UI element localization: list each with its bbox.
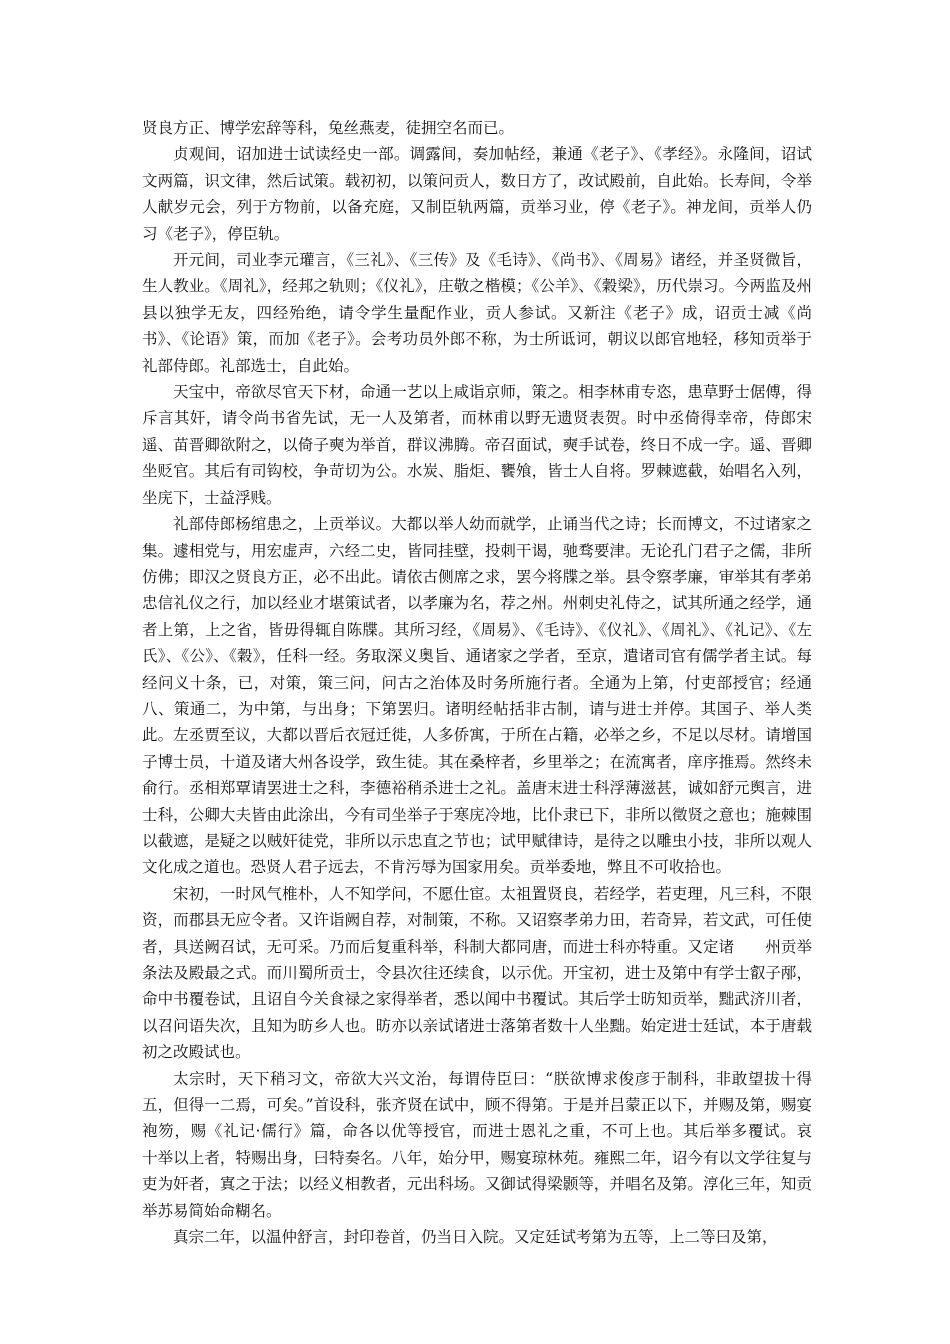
paragraph-3: 开元间，司业李元瓘言，《三礼》、《三传》及《毛诗》、《尚书》、《周易》诸经，并圣贤微旨，生人教业。《周礼》，经邦之轨则；《仪礼》，庄敬之楷模；《公羊》、《穀梁》，历代崇习。今两监及州县以独学无友，四经殆绝，请令学生量配作业，贡人参试。又新注《老子》成，诏贡士减《尚书》、《论语》策，而加《老子》。会考功员外郎不称，为士所诋诃，朝议以郎官地轻，移知贡举于礼部侍郎。礼部选士，自此始。 bbox=[142, 251, 812, 375]
paragraph-5: 礼部侍郎杨绾患之，上贡举议。大都以举人幼而就学，止诵当代之诗；长而博文，不过诸家之集。遽相党与，用宏虚声，六经二史，皆同挂壁，投刺干谒，驰骛要津。无论孔门君子之儒，非所仿佛；即汉之贤良方正，必不出此。请依古侧席之求，罢今将牒之举。县令察孝廉，审举其有孝弟忠信礼仪之行，加以经业才堪策试者，以孝廉为名，荐之州。州刺史礼侍之，试其所通之经学，通者上第，上之省，皆毋得辄自陈牒。其所习经，《周易》、《毛诗》、《仪礼》、《周礼》、《礼记》、《左氏》、《公》、《穀》，任科一经。务取深义奥旨、通诸家之学者，至京，遣诸司官有儒学者主试。每经问义十条，已，对策，策三问，问古之治体及时务所施行者。全通为上第，付吏部授官；经通八、策通二，为中第，与出身；下第罢归。诸明经帖括非古制，请与进士并停。其国子、举人类此。左丞贾至议，大都以晋后衣冠迁徙，人多侨寓，于所在占籍，必举之乡，不足以尽材。请增国子博士员，十道及诸大州各设学，致生徒。其在桑梓者，乡里举之；在流寓者，庠序推焉。然终未俞行。丞相郑覃请罢进士之科，李德裕稍杀进士之礼。盖唐末进士科浮薄滋甚，诚如舒元舆言，进士科，公卿大夫皆由此涂出，今有司坐举子于寒庑冷地，比仆隶已下，非所以徵贤之意也；施棘围以截遮，是疑之以贼奸徒党，非所以示忠直之节也；试甲赋律诗，是待之以雕虫小技，非所以观人文化成之道也。恐贤人君子远去，不肯污辱为国家用矣。贡举委地，弊且不可收拾也。 bbox=[142, 515, 812, 877]
document-page bbox=[142, 115, 844, 1250]
paragraph-8: 真宗二年，以温仲舒言，封印卷首，仍当日入院。又定廷试考第为五等，上二等曰及第， bbox=[173, 1228, 778, 1247]
paragraph-7: 太宗时，天下稍习文，帝欲大兴文治，每谓侍臣曰：“朕欲博求俊彦于制科，非敢望拔十得五，但得一二焉，可矣。”首设科，张齐贤在试中，顾不得第。于是并吕蒙正以下，并赐及第，赐宴袍笏，赐《礼记·儒行》篇，命各以优等授官，而进士恩礼之重，不可上也。其后举多覆试。哀 十举以上者，特赐出身，曰特奏名。八年，始分甲，赐宴琼林苑。雍熙二年，诏今有以文学往复与吏为奸者，寘之于法；以经义相教者，元出科场。又御试得梁颢等，并唱名及第。淳化三年，知贡举苏易简始命糊名。 bbox=[142, 1069, 844, 1220]
paragraph-2: 贞观间，诏加进士试读经史一部。调露间，奏加帖经，兼通《老子》、《孝经》。永隆间，诏试文两篇，识文律，然后试策。载初初，以策问贡人，数日方了，改试殿前，自此始。长寿间，令举人献岁元会，列于方物前，以备充庭，又制臣轨两篇，贡举习业，停《老子》。神龙间，贡举人仍习《老子》，停臣轨。 bbox=[142, 145, 812, 243]
paragraph-1: 贤良方正、博学宏辞等科，兔丝燕麦，徒拥空名而已。 bbox=[142, 119, 515, 137]
paragraph-4: 天宝中，帝欲尽官天下材，命通一艺以上咸诣京师，策之。相李林甫专恣，患草野士倨傅，得斥言其奸，请令尚书省先试，无一人及第者，而林甫以野无遗贤表贺。时中丞倚得幸帝，侍郎宋遥、苗晋卿欲附之，以倚子奭为举首，群议沸腾。帝召面试，奭手试卷，终日不成一字。遥、晋卿坐贬官。其后有司钩校，争苛切为公。水炭、脂炬、饔飧，皆士人自将。罗棘遮截，始唱名入列，坐庑下，士益浮贱。 bbox=[142, 383, 812, 507]
paragraph-6: 宋初，一时风气椎朴，人不知学问，不愿仕宦。太祖置贤良，若经学，若吏理，凡三科，不限资，而郡县无应令者。又许诣阙自荐，对制策，不称。又诏察孝弟力田，若奇异，若文武，可任使者，具送阙召试，无可采。乃而后复重科举，科制大都同唐，而进士科亦特重。又定诸 州贡举条法及殿最之式。而川蜀所贡士，令县次往还续食，以示优。开宝初，进士及第中有学士叡子邴，命中书覆卷试，且诏自今关食禄之家得举者，悉以闻中书覆试。其后学士昉知贡举，黜武济川者，以召问语失次，且知为昉乡人也。昉亦以亲试诸进士落第者数十人坐黜。始定进士廷试，本于唐载初之改殿试也。 bbox=[142, 884, 812, 1062]
